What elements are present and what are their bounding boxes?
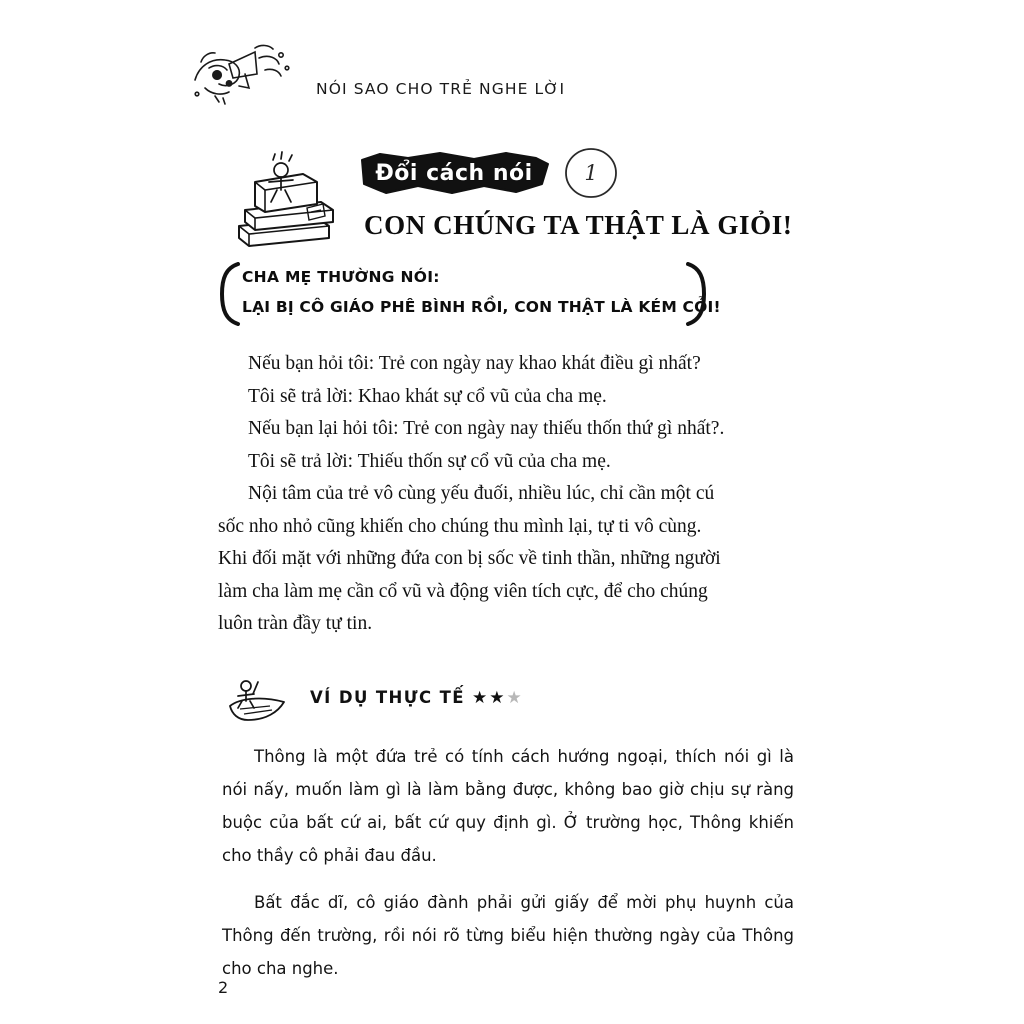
example-paragraph: Bất đắc dĩ, cô giáo đành phải gửi giấy để mời phụ huynh của Thông đến trường, rồi nói rõ từng biểu hiện thường ngày của Thông cho cha nghe. (222, 893, 794, 978)
rating-stars-filled: ★★ (472, 688, 507, 707)
chapter-number: 1 (584, 161, 598, 185)
rating-stars-empty: ★ (506, 688, 524, 707)
quote-line-2: LẠI BỊ CÔ GIÁO PHÊ BÌNH RỒI, CON THẬT LÀ KÉM CỎI! (242, 298, 721, 316)
body-serif-section (218, 348, 798, 641)
parent-quote-box (216, 262, 721, 326)
running-header-title: NÓI SAO CHO TRẺ NGHE LỜI (316, 80, 566, 98)
stack-of-books-icon (225, 146, 343, 258)
paragraph-line: luôn tràn đầy tự tin. (218, 613, 373, 634)
page-number: 2 (218, 978, 229, 997)
paragraph-line: Khi đối mặt với những đứa con bị sốc về tinh thần, những người (218, 548, 721, 569)
paragraph-line: sốc nho nhỏ cũng khiến cho chúng thu mình lại, tự ti vô cùng. (218, 515, 702, 537)
bracket-right-icon (684, 262, 710, 326)
example-paragraph: Thông là một đứa trẻ có tính cách hướng ngoại, thích nói gì là nói nấy, muốn làm gì là làm bằng được, không bao giờ chịu sự ràng buộc của bất cứ ai, bất cứ quy định gì. Ở trường học, Thông khiến cho thầy cô phải đau đầu. (222, 747, 794, 865)
dialogue-line: Nếu bạn hỏi tôi: Trẻ con ngày nay khao khát điều gì nhất? (248, 353, 701, 374)
dialogue-line: Tôi sẽ trả lời: Thiếu thốn sự cổ vũ của cha mẹ. (248, 450, 611, 472)
dialogue-line: Nếu bạn lại hỏi tôi: Trẻ con ngày nay thiếu thốn thứ gì nhất?. (248, 418, 725, 439)
chapter-heading-block (0, 138, 1024, 268)
chapter-title: CON CHÚNG TA THẬT LÀ GIỎI! (364, 210, 793, 240)
paragraph-line: làm cha làm mẹ cần cổ vũ và động viên tích cực, để cho chúng (218, 580, 708, 602)
megaphone-swirl-ornament-icon (185, 44, 295, 106)
person-reading-scroll-icon (222, 676, 292, 726)
example-body (222, 740, 794, 985)
bracket-left-icon (216, 262, 242, 326)
paragraph-line: Nội tâm của trẻ vô cùng yếu đuối, nhiều lúc, chỉ cần một cú (248, 483, 715, 504)
rating-stars (472, 688, 524, 708)
chapter-ribbon-label: Đổi cách nói (375, 160, 533, 186)
example-label: VÍ DỤ THỰC TẾ (310, 688, 465, 707)
chapter-ribbon (356, 150, 552, 196)
example-section-heading (222, 676, 642, 728)
quote-line-1: CHA MẸ THƯỜNG NÓI: (242, 268, 440, 286)
dialogue-line: Tôi sẽ trả lời: Khao khát sự cổ vũ của cha mẹ. (248, 385, 607, 407)
running-header (0, 26, 1024, 98)
